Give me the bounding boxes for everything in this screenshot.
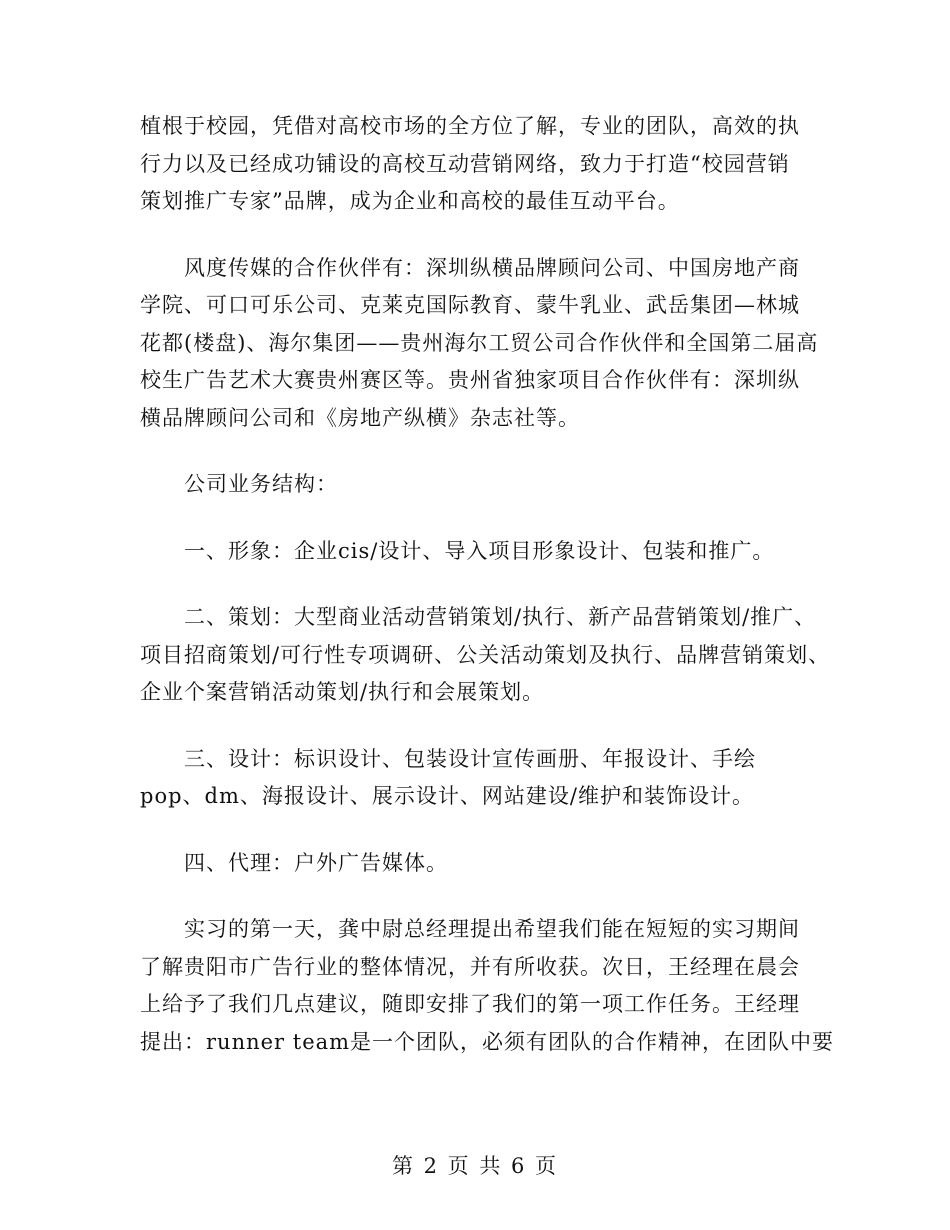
text-line: 校生广告艺术大赛贵州赛区等。贵州省独家项目合作伙伴有：深圳纵 <box>140 368 800 392</box>
text-line: 植根于校园，凭借对高校市场的全方位了解，专业的团队，高效的执 <box>140 114 800 138</box>
paragraph <box>140 466 820 504</box>
text-line: 二、策划：大型商业活动营销策划/执行、新产品营销策划/推广、 <box>184 605 817 629</box>
text-line: 企业个案营销活动策划/执行和会展策划。 <box>140 680 545 704</box>
text-line: 公司业务结构： <box>184 472 338 496</box>
text-line: 横品牌顾问公司和《房地产纵横》杂志社等。 <box>140 405 580 430</box>
paragraph-gap <box>140 504 820 533</box>
text-line: 风度传媒的合作伙伴有：深圳纵横品牌顾问公司、中国房地产商 <box>184 255 800 280</box>
document-body <box>140 108 835 1061</box>
page-number-footer: 第 2 页 共 6 页 <box>391 1154 559 1178</box>
paragraph <box>140 741 820 816</box>
paragraph <box>140 533 820 571</box>
paragraph-gap <box>140 882 820 911</box>
paragraph-gap <box>140 221 820 250</box>
paragraph <box>140 250 820 438</box>
text-line: 四、代理：户外广告媒体。 <box>184 850 448 875</box>
paragraph-gap <box>140 816 820 845</box>
paragraph-gap <box>140 570 820 599</box>
text-line: 三、设计：标识设计、包装设计宣传画册、年报设计、手绘 <box>184 746 756 771</box>
text-line: 一、形象：企业cis/设计、导入项目形象设计、包装和推广。 <box>184 538 775 563</box>
paragraph <box>140 911 835 1061</box>
text-line: 提出：runner team是一个团队，必须有团队的合作精神，在团队中要 <box>140 1029 835 1054</box>
text-line: 学院、可口可乐公司、克莱克国际教育、蒙牛乳业、武岳集团—林城 <box>140 293 800 317</box>
paragraph <box>140 845 820 883</box>
text-line: 项目招商策划/可行性专项调研、公关活动策划及执行、品牌营销策划、 <box>140 642 831 667</box>
text-line: 上给予了我们几点建议，随即安排了我们的第一项工作任务。王经理 <box>140 992 800 1016</box>
text-line: 花都(楼盘)、海尔集团——贵州海尔工贸公司合作伙伴和全国第二届高 <box>140 330 819 355</box>
paragraph-gap <box>140 712 820 741</box>
text-line: 实习的第一天，龚中尉总经理提出希望我们能在短短的实习期间 <box>184 917 800 941</box>
text-line: pop、dm、海报设计、展示设计、网站建设/维护和装饰设计。 <box>140 784 754 808</box>
paragraph-gap <box>140 437 820 466</box>
text-line: 策划推广专家”品牌，成为企业和高校的最佳互动平台。 <box>140 189 680 213</box>
text-line: 行力以及已经成功铺设的高校互动营销网络，致力于打造“校园营销 <box>140 151 790 176</box>
paragraph <box>140 108 820 221</box>
text-line: 了解贵阳市广告行业的整体情况，并有所收获。次日，王经理在晨会 <box>140 954 800 979</box>
paragraph <box>140 599 831 712</box>
